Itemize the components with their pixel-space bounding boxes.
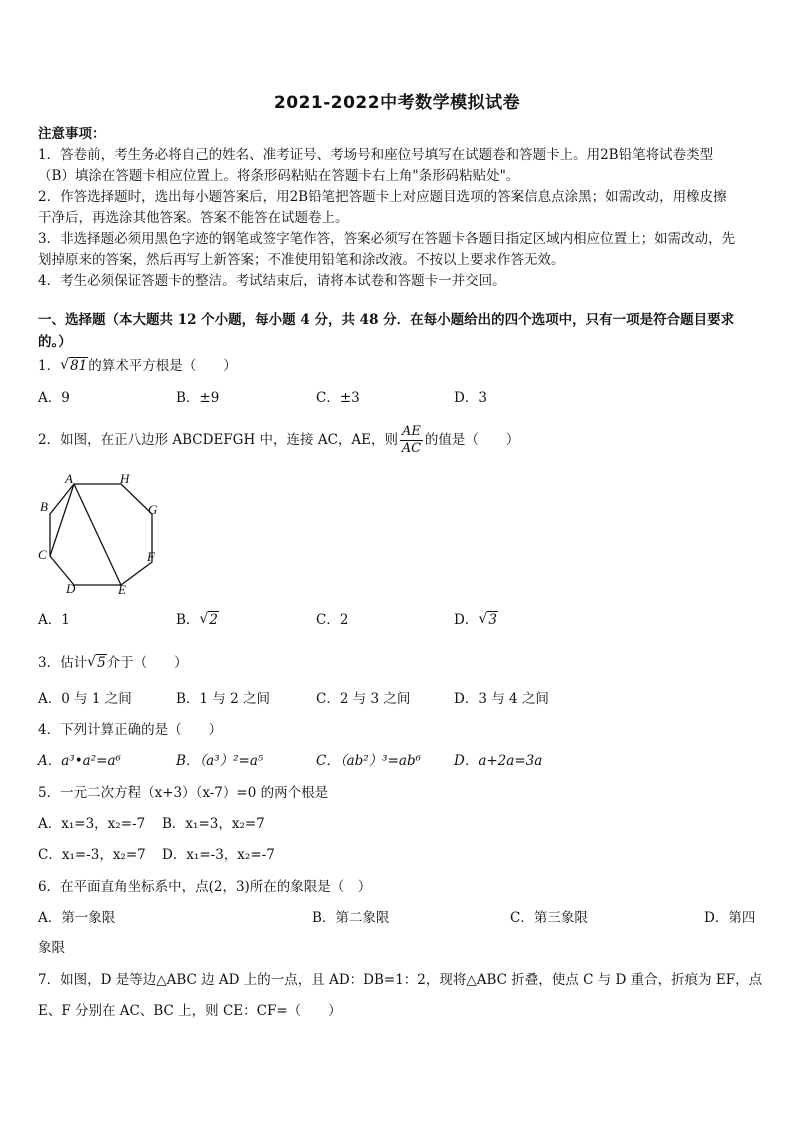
sqrt-2: √ 2 xyxy=(199,612,219,628)
octagon-figure xyxy=(34,470,164,595)
notice-line: （B）填涂在答题卡相应位置上。将条形码粘贴在答题卡右上角"条形码粘贴处"。 xyxy=(38,168,520,184)
line-ae xyxy=(74,484,121,585)
notice-line: 划掉原来的答案，然后再写上新答案；不准使用铅笔和涂改液。不按以上要求作答无效。 xyxy=(38,252,565,268)
sqrt-81: √ 81 xyxy=(60,358,88,374)
q2-option-a[interactable]: A．1 xyxy=(38,612,70,628)
q5-option-d[interactable]: D．x₁=-3，x₂=-7 xyxy=(162,847,275,863)
page-title: 2021-2022中考数学模拟试卷 xyxy=(273,93,521,113)
vertex-label-f: F xyxy=(147,549,155,564)
vertex-label-h: H xyxy=(120,471,130,486)
q3-prefix: 3．估计 xyxy=(38,655,88,671)
section-heading: 一、选择题（本大题共 12 个小题，每小题 4 分，共 48 分．在每小题给出的四个选项中，只有一项是符合题目要求 xyxy=(38,312,735,328)
q2-prefix: 2．如图，在正八边形 ABCDEFGH 中，连接 AC，AE，则 xyxy=(38,432,398,448)
notice-line: 1．答卷前，考生务必将自己的姓名、准考证号、考场号和座位号填写在试题卷和答题卡上。用2B铅笔将试卷类型 xyxy=(38,147,714,163)
fraction-ae-ac: $\frac{AE}{AC}$ xyxy=(401,424,422,456)
q6-option-c[interactable]: C．第三象限 xyxy=(510,910,588,926)
q1-prefix: 1． xyxy=(38,358,61,374)
section-heading-cont: 的。） xyxy=(38,334,72,350)
question-1 xyxy=(38,354,237,374)
q6-option-a[interactable]: A．第一象限 xyxy=(38,910,116,926)
q2-option-b[interactable]: B．√ 2 xyxy=(176,608,219,628)
q2-suffix: 的值是（ ） xyxy=(424,432,520,448)
q6-option-b[interactable]: B．第二象限 xyxy=(312,910,390,926)
q3-option-c[interactable]: C．2 与 3 之间 xyxy=(316,691,411,707)
q1-suffix: 的算术平方根是（ ） xyxy=(88,358,237,374)
notice-line: 3．非选择题必须用黑色字迹的钢笔或签字笔作答，答案必须写在答题卡各题目指定区域内相应位置上；如需改动，先 xyxy=(38,231,736,247)
q1-option-c[interactable]: C．±3 xyxy=(316,390,360,406)
q4-option-b[interactable]: B．（a³）²=a⁵ xyxy=(176,753,264,769)
q3-option-d[interactable]: D．3 与 4 之间 xyxy=(454,691,549,707)
q6-option-d-wrap: 象限 xyxy=(38,940,65,956)
q3-option-b[interactable]: B．1 与 2 之间 xyxy=(176,691,270,707)
q1-option-b[interactable]: B．±9 xyxy=(176,390,220,406)
question-2 xyxy=(38,424,519,457)
vertex-label-a: A xyxy=(65,471,73,486)
sqrt-3: √ 3 xyxy=(478,612,498,628)
notice-line: 干净后，再选涂其他答案。答案不能答在试题卷上。 xyxy=(38,210,349,226)
q4-option-c[interactable]: C．（ab²）³=ab⁶ xyxy=(316,753,422,769)
vertex-label-b: B xyxy=(40,499,48,514)
q3-suffix: 介于（ ） xyxy=(106,655,188,671)
notice-line: 4．考生必须保证答题卡的整洁。考试结束后，请将本试卷和答题卡一并交回。 xyxy=(38,273,506,289)
q4-option-a[interactable]: A．a³•a²=a⁶ xyxy=(38,753,121,769)
vertex-label-c: C xyxy=(38,547,47,562)
question-7: 7．如图，D 是等边△ABC 边 AD 上的一点，且 AD：DB=1：2，现将△ABC 折叠，使点 C 与 D 重合，折痕为 EF，点 xyxy=(38,972,763,988)
line-ac xyxy=(50,484,74,556)
vertex-label-e: E xyxy=(118,582,126,595)
q1-option-d[interactable]: D．3 xyxy=(454,390,487,406)
notice-line: 2．作答选择题时，选出每小题答案后，用2B铅笔把答题卡上对应题目选项的答案信息点涂黑；如需改动，用橡皮擦 xyxy=(38,189,727,205)
sqrt-5: √ 5 xyxy=(87,655,107,671)
vertex-label-d: D xyxy=(66,581,76,595)
vertex-label-g: G xyxy=(148,502,158,517)
question-7-cont: E、F 分别在 AC、BC 上，则 CE：CF=（ ） xyxy=(38,1003,342,1019)
q3-option-a[interactable]: A．0 与 1 之间 xyxy=(38,691,132,707)
question-5: 5．一元二次方程（x+3）（x-7）=0 的两个根是 xyxy=(38,785,329,801)
q2-option-d[interactable]: D．√ 3 xyxy=(454,608,498,628)
q5-option-c[interactable]: C．x₁=-3，x₂=7 xyxy=(38,847,146,863)
octagon-shape xyxy=(50,484,152,585)
question-4: 4．下列计算正确的是（ ） xyxy=(38,722,223,738)
q4-option-d[interactable]: D．a+2a=3a xyxy=(454,753,543,769)
notice-heading: 注意事项： xyxy=(38,126,106,142)
q1-option-a[interactable]: A．9 xyxy=(38,390,70,406)
q6-option-d[interactable]: D．第四 xyxy=(704,910,756,926)
question-3 xyxy=(38,651,188,671)
q5-option-b[interactable]: B．x₁=3，x₂=7 xyxy=(162,816,265,832)
q5-option-a[interactable]: A．x₁=3，x₂=-7 xyxy=(38,816,146,832)
q2-option-c[interactable]: C．2 xyxy=(316,612,349,628)
question-6: 6．在平面直角坐标系中，点(2，3)所在的象限是（ ） xyxy=(38,879,372,895)
